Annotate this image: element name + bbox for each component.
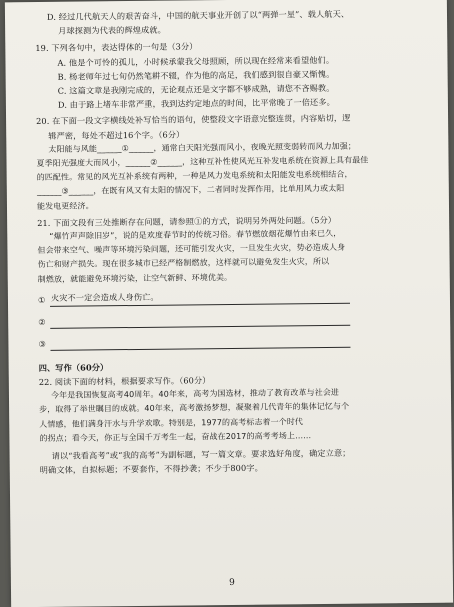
q20-passage-line: 的匹配性。常见的风光互补系统有两种，一种是风力发电系统和太阳能发电系统相结合， bbox=[36, 169, 353, 183]
q20-passage-line: 能发电更经济。 bbox=[36, 201, 94, 211]
q19-option-c: C. 这篇文章是我刚完成的，无论观点还是文字都不够成熟，请您不吝赐教。 bbox=[57, 82, 335, 96]
q21-passage-line: 伤亡和财产损失。现在很多城市已经严格制燃放，这样就可以避免发生火灾，所以 bbox=[37, 257, 330, 270]
q20-passage-line: 夏季阳光强度大而风小，______②______，这种互补性使风光互补发电系统在资源上具有最佳 bbox=[36, 155, 369, 169]
q20-stem-line1: 20. 在下面一段文字横线处补写恰当的语句，使整段文字语意完整连贯，内容贴切，逻 bbox=[36, 113, 351, 127]
q22-passage-line: 人情感，他们满身汗水与升学欢歌。特别是，1977的高考标志着一个时代 bbox=[39, 416, 304, 429]
page-content bbox=[35, 6, 432, 478]
q22-passage-line: 的拐点；看今天，你正与全国千万考生一起，奋战在2017的高考考场上…… bbox=[39, 431, 312, 443]
q22-passage-line: 今年是我国恢复高考40周年。40年来，高考为国选材，推动了教育改革与社会进 bbox=[50, 388, 340, 401]
q19-stem: 19. 下列各句中，表达得体的一句是（3分） bbox=[35, 41, 198, 54]
answer-rule[interactable] bbox=[50, 347, 350, 351]
q22-stem: 22. 阅读下面的材料，根据要求写作。（60分） bbox=[38, 375, 211, 388]
q21-stem: 21. 下面文段有三处推断存在问题，请参照①的方式，说明另外两处问题。（5分） bbox=[37, 214, 337, 228]
page-number: 9 bbox=[229, 577, 235, 589]
answer-number: ② bbox=[38, 316, 46, 327]
q21-passage-line: “爆竹声声除旧岁”，说的是欢度春节时的传统习俗。春节燃放烟花爆竹由来已久， bbox=[49, 228, 342, 241]
q18-option-d-line2: 月球探测为代表的辉煌成就。 bbox=[58, 24, 166, 36]
exam-page bbox=[5, 0, 453, 607]
q19-option-a: A. 他是个可怜的孤儿，小时候承蒙我父母照顾，所以现在经常来看望他们。 bbox=[57, 54, 335, 68]
q20-stem-line2: 辑严密，每处不超过16个字。（6分） bbox=[48, 129, 185, 141]
q20-passage-line: ______③______，在既有风又有太阳的情况下，二者同时发挥作用，比单用风力或太阳 bbox=[36, 184, 345, 197]
answer-rule[interactable] bbox=[50, 325, 350, 329]
q20-passage-line: 太阳能与风能______①______，通常白天阳光强而风小，夜晚光照变弱转而风力加强； bbox=[48, 141, 356, 154]
q21-passage-line: 但会带来空气、噪声等环境污染问题，还可能引发火灾，一旦发生火灾，势必造成人身 bbox=[37, 243, 346, 256]
answer-number: ① bbox=[37, 294, 46, 305]
section4-title: 四、写作（60分） bbox=[38, 362, 109, 373]
q19-option-b: B. 杨老师年过七旬仍然笔耕不辍，作为他的高足，我们感到很自豪又惭愧。 bbox=[57, 68, 335, 82]
answer-number: ③ bbox=[38, 338, 46, 349]
q21-passage-line: 制燃放，就能避免环境污染，让空气新鲜、环境优美。 bbox=[37, 272, 233, 284]
q19-option-d: D. 由于路上堵车非常严重，我到达约定地点的时间，比平常晚了一倍还多。 bbox=[57, 97, 335, 110]
q22-request-line1: 请以“我看高考”或“我的高考”为副标题，写一篇文章。要求选好角度，确定立意； bbox=[51, 447, 351, 461]
q22-passage-line: 步，取得了举世瞩目的成就。40年来，高考激扬梦想，凝聚着几代青年的集体记忆与个 bbox=[39, 402, 350, 415]
q22-request-line2: 明确文体，自拟标题；不要套作，不得抄袭；不少于800字。 bbox=[39, 462, 263, 476]
answer-text: 火灾不一定会造成人身伤亡。 bbox=[50, 291, 159, 303]
q21-answer-3[interactable] bbox=[38, 329, 430, 355]
q18-option-d-line1: D. 经过几代航天人的艰苦奋斗，中国的航天事业开创了以“两弹一星”、载人航天、 bbox=[46, 8, 350, 22]
